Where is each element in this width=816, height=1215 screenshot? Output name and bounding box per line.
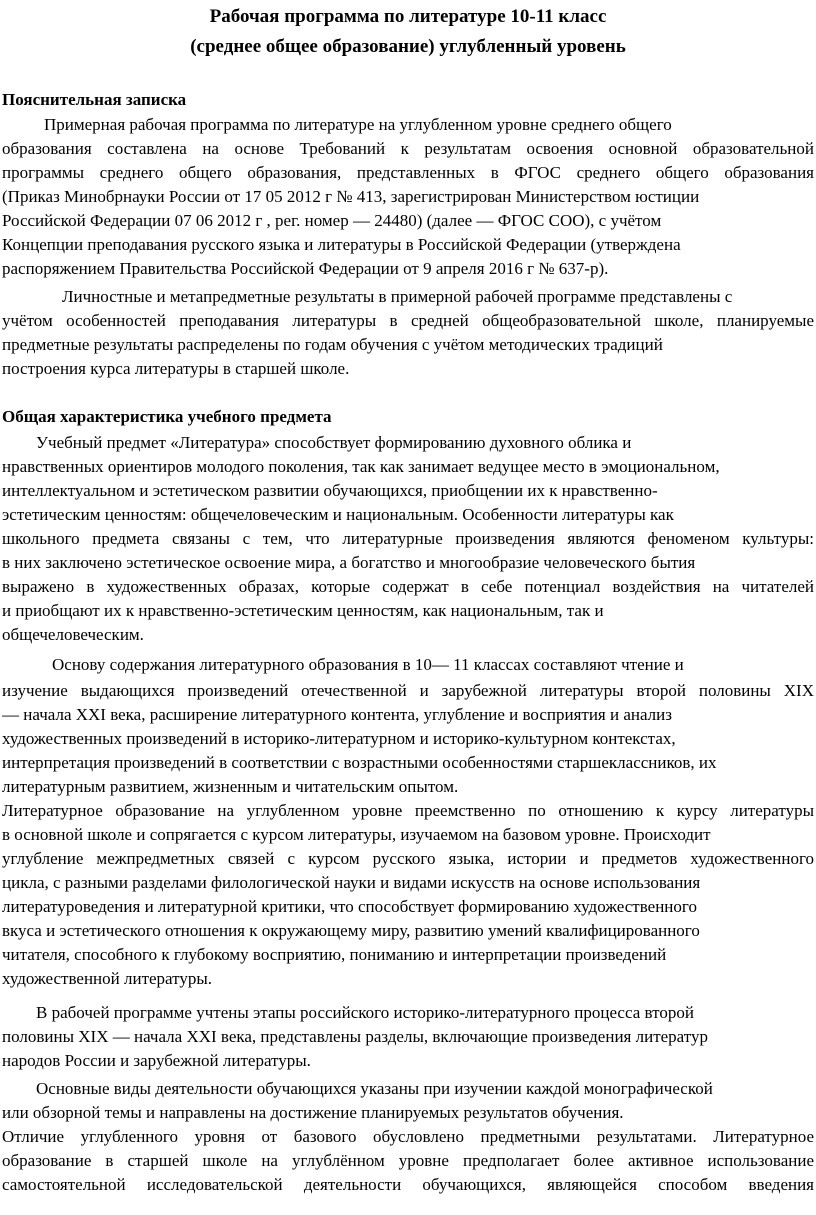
text-line: в основной школе и сопрягается с курсом литературы, изучаемом на базовом уровне. Происходит	[2, 825, 711, 844]
text-line: эстетическим ценностям: общечеловеческим и национальным. Особенности литературы как	[2, 505, 674, 524]
text-line: выражено в художественных образах, которые содержат в себе потенциал воздействия на читателей	[2, 577, 814, 596]
text-line: художественной литературы.	[2, 969, 213, 988]
text-line: художественных произведений в историко-литературном и историко-культурном контекстах,	[2, 729, 676, 748]
document-title-line-1: Рабочая программа по литературе 10-11 класс	[209, 6, 607, 27]
text-line: углубление межпредметных связей с курсом русского языка, истории и предметов художественного	[2, 849, 814, 868]
text-line: Литературное образование на углубленном уровне преемственно по отношению к курсу литературы	[2, 801, 814, 820]
text-line: интеллектуальном и эстетическом развитии обучающихся, приобщении их к нравственно-	[2, 481, 658, 500]
text-line: в них заключено эстетическое освоение мира, а богатство и многообразие человеческого бытия	[2, 553, 696, 572]
text-line: Основные виды деятельности обучающихся указаны при изучении каждой монографической	[36, 1079, 713, 1098]
text-line: учётом особенностей преподавания литературы в средней общеобразовательной школе, планируемые	[2, 311, 814, 330]
text-line: распоряжением Правительства Российской Федерации от 9 апреля 2016 г № 637-р).	[2, 259, 609, 278]
text-line: и приобщают их к нравственно-эстетическим ценностям, как национальным, так и	[2, 601, 604, 620]
text-line: предметные результаты распределены по годам обучения с учётом методических традиций	[2, 335, 663, 354]
text-line: половины XIX — начала XXI века, представлены разделы, включающие произведения литератур	[2, 1027, 708, 1046]
text-line: (Приказ Минобрнауки России от 17 05 2012 г № 413, зарегистрирован Министерством юстиции	[2, 187, 700, 206]
text-line: В рабочей программе учтены этапы российского историко-литературного процесса второй	[36, 1003, 694, 1022]
text-line: программы среднего общего образования, представленных в ФГОС среднего общего образования	[2, 163, 814, 182]
text-line: школьного предмета связаны с тем, что литературные произведения являются феноменом культуры:	[2, 529, 814, 548]
text-line: Концепции преподавания русского языка и литературы в Российской Федерации (утверждена	[2, 235, 681, 254]
text-line: Основу содержания литературного образования в 10— 11 классах составляют чтение и	[52, 655, 684, 674]
text-line: — начала XXI века, расширение литературного контента, углубление и восприятия и анализ	[2, 705, 672, 724]
text-line: образование в старшей школе на углублённом уровне предполагает более активное использование	[2, 1151, 814, 1170]
text-line: изучение выдающихся произведений отечественной и зарубежной литературы второй половины XIX	[2, 681, 814, 700]
text-line: построения курса литературы в старшей школе.	[2, 359, 350, 378]
text-line: вкуса и эстетического отношения к окружающему миру, развитию умений квалифицированного	[2, 921, 700, 940]
text-line: интерпретация произведений в соответствии с возрастными особенностями старшеклассников, их	[2, 753, 717, 772]
text-line: образования составлена на основе Требований к результатам освоения основной образовательной	[2, 139, 814, 158]
text-line: литературоведения и литературной критики, что способствует формированию художественного	[2, 897, 697, 916]
text-line: цикла, с разными разделами филологической науки и видами искусств на основе использования	[2, 873, 701, 892]
text-line: Личностные и метапредметные результаты в примерной рабочей программе представлены с	[62, 287, 733, 306]
text-line: Российской Федерации 07 06 2012 г , рег. номер — 24480) (далее — ФГОС СОО), с учётом	[2, 211, 662, 230]
text-line: Учебный предмет «Литература» способствует формированию духовного облика и	[36, 433, 632, 452]
section-heading-subject-characteristics: Общая характеристика учебного предмета	[2, 407, 332, 426]
text-line: Отличие углубленного уровня от базового обусловлено предметными результатами. Литературное	[2, 1127, 814, 1146]
text-line: нравственных ориентиров молодого поколения, так как занимает ведущее место в эмоциональном,	[2, 457, 720, 476]
text-line: народов России и зарубежной литературы.	[2, 1051, 311, 1070]
text-line: литературным развитием, жизненным и читательским опытом.	[2, 777, 459, 796]
text-line: Примерная рабочая программа по литературе на углубленном уровне среднего общего	[44, 115, 672, 134]
text-line: самостоятельной исследовательской деятельности обучающихся, являющейся способом введения	[2, 1175, 814, 1194]
document-title-line-2: (среднее общее образование) углубленный уровень	[190, 36, 626, 57]
text-line: или обзорной темы и направлены на достижение планируемых результатов обучения.	[2, 1103, 624, 1122]
text-line: читателя, способного к глубокому восприятию, пониманию и интерпретации произведений	[2, 945, 667, 964]
text-line: общечеловеческим.	[2, 625, 144, 644]
section-heading-explanatory-note: Пояснительная записка	[2, 90, 187, 109]
